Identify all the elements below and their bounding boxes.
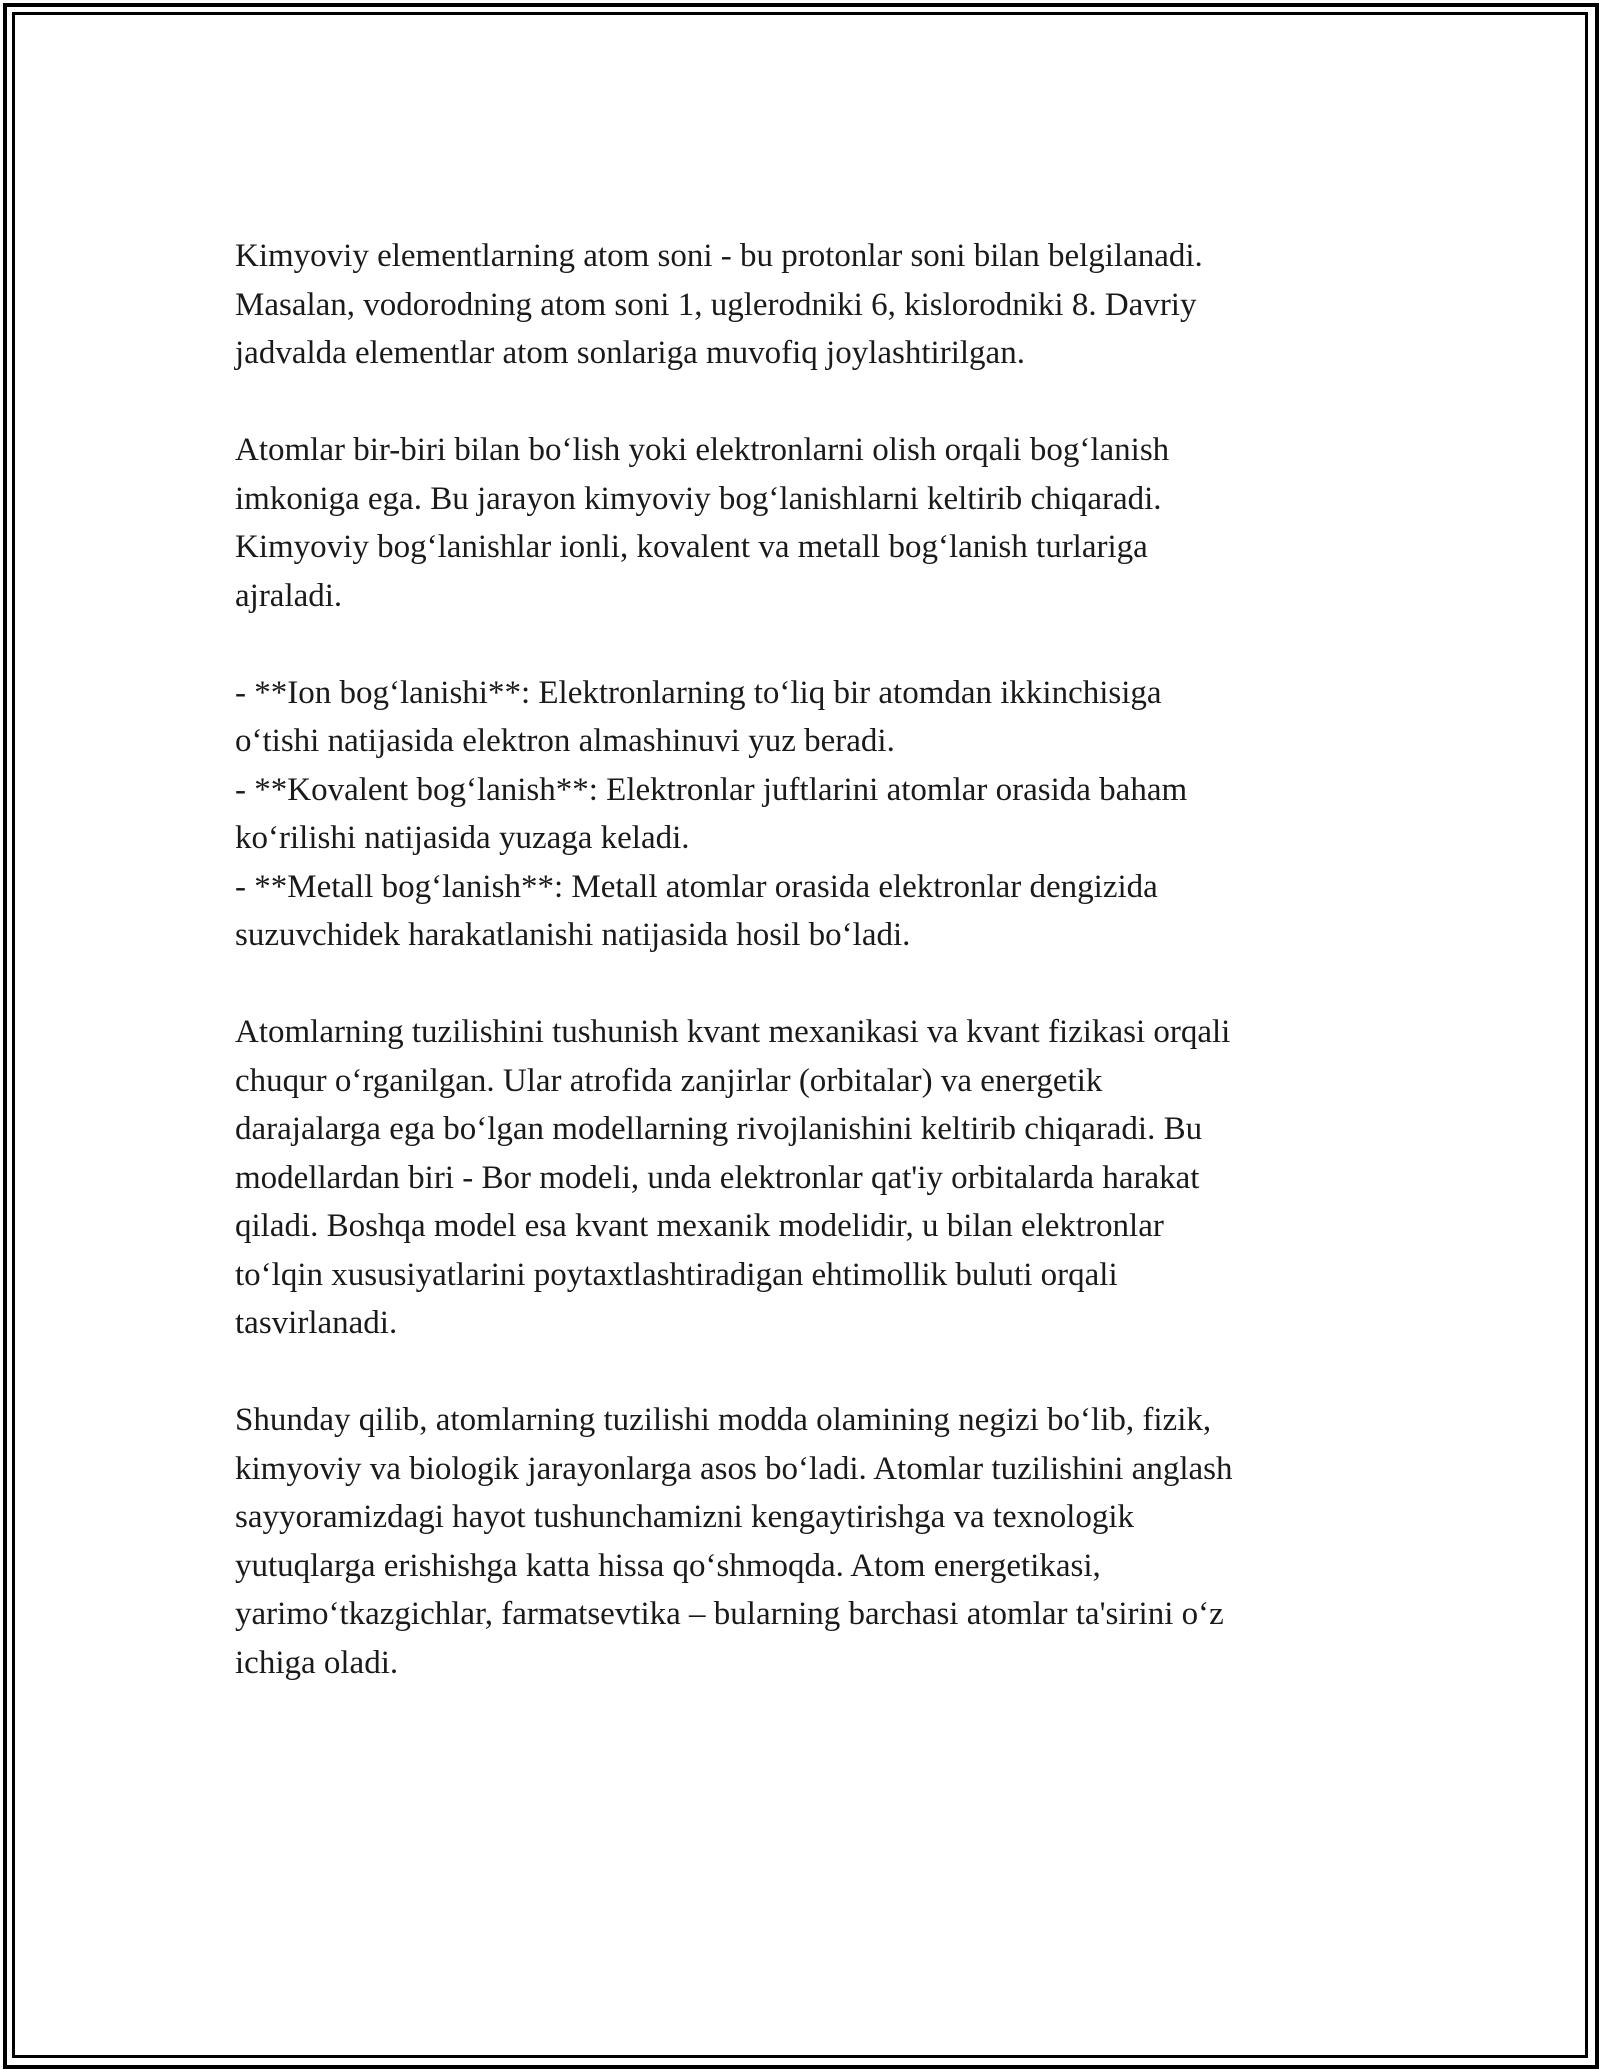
paragraph-chemical-bonds: Atomlar bir-biri bilan bo‘lish yoki elektronlarni olish orqali bog‘lanish imkoniga ega. Bu jarayon kimyoviy bog‘lanishlarni keltirib chiqaradi. Kimyoviy bog‘lanishlar ionli, kovalent va metall bog‘lanish turlariga ajraladi. (235, 432, 1170, 614)
paragraph-atomic-number: Kimyoviy elementlarning atom soni - bu protonlar soni bilan belgilanadi. Masalan, vodorodning atom soni 1, uglerodniki 6, kislorodniki 8. Davriy jadvalda elementlar atom sonlariga muvofiq joylashtirilgan. (235, 238, 1203, 371)
paragraph-bond-types-list: - **Ion bog‘lanishi**: Elektronlarning to‘liq bir atomdan ikkinchisiga o‘tishi natijasida elektron almashinuvi yuz beradi. - **Kovalent bog‘lanish**: Elektronlar juftlarini atomlar orasida baham ko‘rilishi natijasida yuzaga keladi. - **Metall bog‘lanish**: Metall atomlar orasida elektronlar dengizida suzuvchidek harakatlanishi natijasida hosil bo‘ladi. (235, 674, 1188, 953)
document-body (235, 232, 1365, 1736)
paragraph-atomic-models: Atomlarning tuzilishini tushunish kvant mexanikasi va kvant fizikasi orqali chuqur o‘rganilgan. Ular atrofida zanjirlar (orbitalar) va energetik darajalarga ega bo‘lgan modellarning rivojlanishini keltirib chiqaradi. Bu modellardan biri - Bor modeli, unda elektronlar qat'iy orbitalarda harakat qiladi. Boshqa model esa kvant mexanik modelidir, u bilan elektronlar to‘lqin xususiyatlarini poytaxtlashtiradigan ehtimollik buluti orqali tasvirlanadi. (235, 1014, 1231, 1341)
paragraph-conclusion: Shunday qilib, atomlarning tuzilishi modda olamining negizi bo‘lib, fizik, kimyoviy va biologik jarayonlarga asos bo‘ladi. Atomlar tuzilishini anglash sayyoramizdagi hayot tushunchamizni kengaytirishga va texnologik yutuqlarga erishishga katta hissa qo‘shmoqda. Atom energetikasi, yarimo‘tkazgichlar, farmatsevtika – bularning barchasi atomlar ta'sirini o‘z ichiga oladi. (235, 1402, 1233, 1681)
